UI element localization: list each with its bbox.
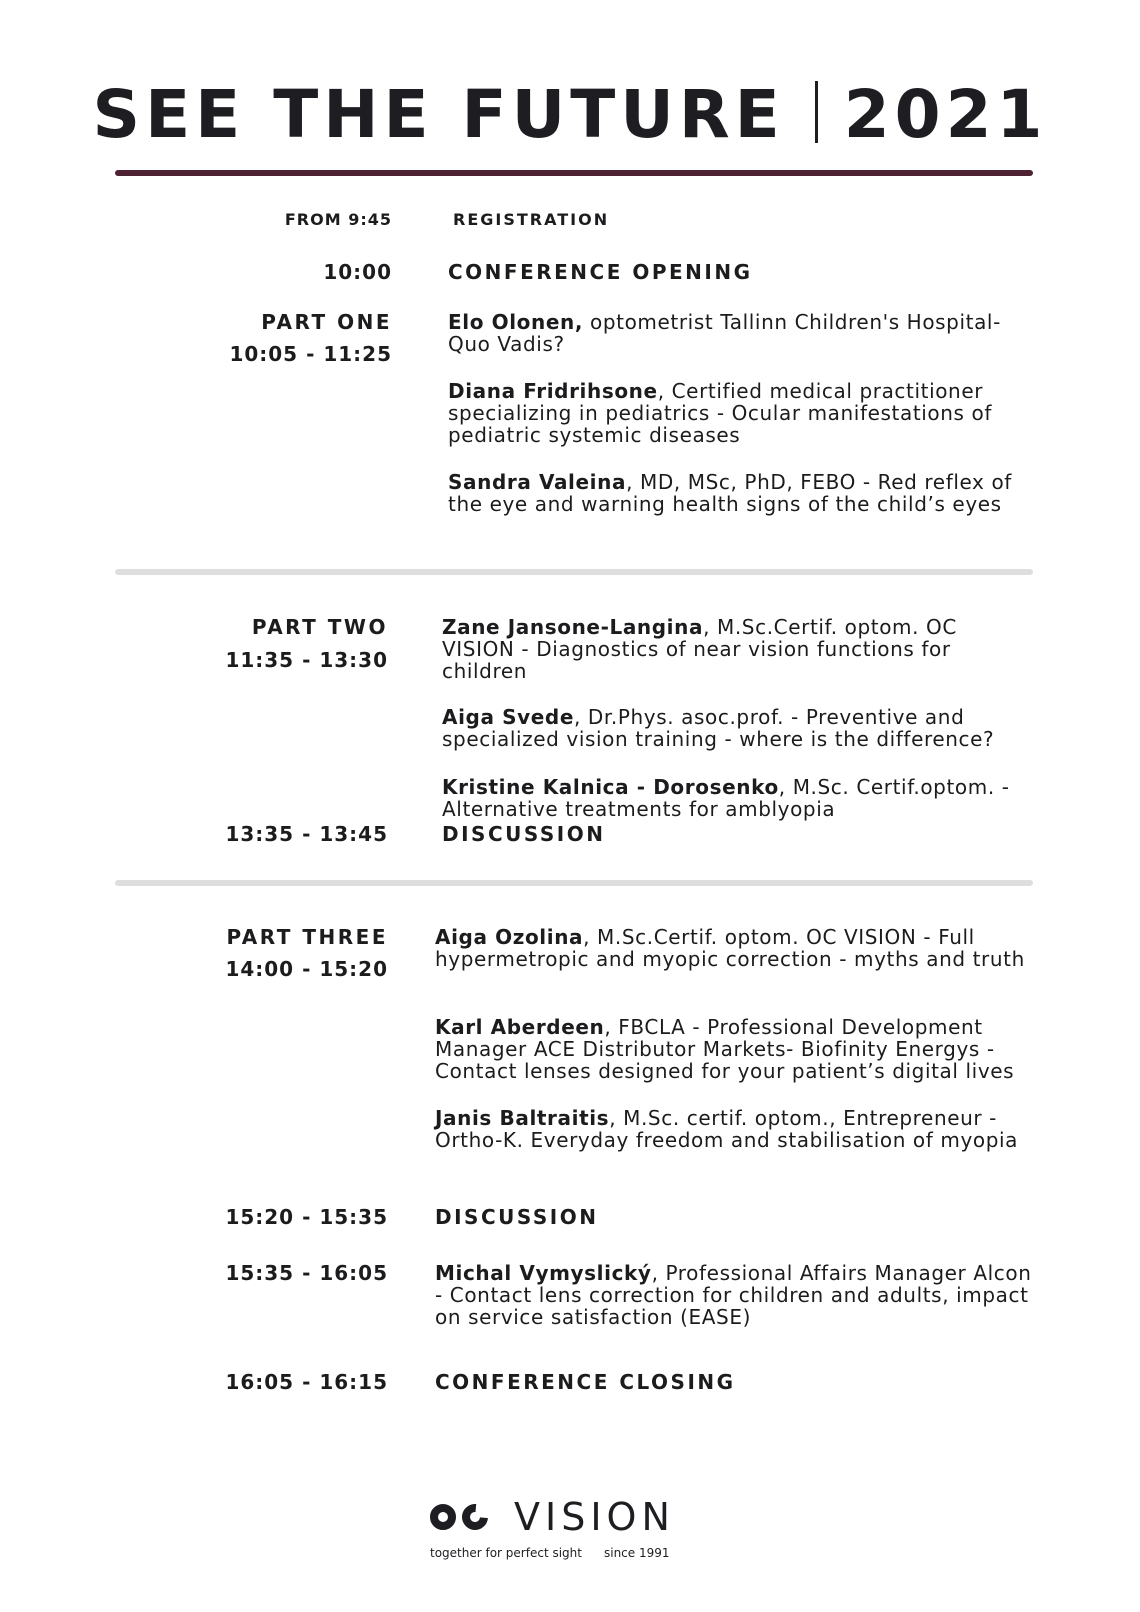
- talk-speaker: Janis Baltraitis: [435, 1106, 610, 1130]
- talk-item: [435, 1016, 1035, 1082]
- section-divider: [115, 569, 1033, 575]
- opening-label: CONFERENCE OPENING: [448, 260, 753, 284]
- header-rule: [115, 170, 1033, 176]
- talk-speaker: Aiga Svede: [442, 705, 574, 729]
- part-three-title: PART THREE: [226, 925, 388, 949]
- talk-details: , M.Sc. Certif.optom. - Alternative treatments for amblyopia: [442, 775, 1010, 821]
- part-two-time: 11:35 - 13:30: [225, 648, 388, 672]
- registration-label: REGISTRATION: [453, 210, 610, 229]
- closing-time: 16:05 - 16:15: [225, 1370, 388, 1394]
- registration-time: FROM 9:45: [284, 210, 392, 229]
- talk-item: [442, 706, 1032, 750]
- tagline-text: together for perfect sight: [430, 1546, 582, 1560]
- title-text: SEE THE FUTURE: [92, 76, 785, 153]
- since-text: since 1991: [603, 1546, 670, 1560]
- talk-item: [448, 380, 1028, 446]
- logo-c-icon: [457, 1499, 494, 1536]
- talk-speaker: Diana Fridrihsone: [448, 379, 658, 403]
- talk-item: [448, 471, 1028, 515]
- logo-wordmark: VISION: [514, 1495, 675, 1539]
- talk-details: , M.Sc.Certif. optom. OC VISION - Full hypermetropic and myopic correction - myths and truth: [435, 925, 1025, 971]
- part-one-time: 10:05 - 11:25: [229, 342, 392, 366]
- talk-item: [435, 1107, 1035, 1151]
- talk-speaker: Elo Olonen,: [448, 310, 584, 334]
- page-title: [0, 76, 1140, 153]
- oc-vision-logo: [430, 1494, 690, 1560]
- discussion-label: DISCUSSION: [435, 1205, 599, 1229]
- talk-speaker: Karl Aberdeen: [435, 1015, 605, 1039]
- talk-speaker: Zane Jansone-Langina: [442, 615, 704, 639]
- talk-speaker: Aiga Ozolina: [435, 925, 584, 949]
- talk-details: , Professional Affairs Manager Alcon - Contact lens correction for children and adults, impact on service satisfaction (EASE): [435, 1261, 1032, 1329]
- talk-details: , Dr.Phys. asoc.prof. - Preventive and specialized vision training - where is the difference?: [442, 705, 995, 751]
- logo-o-icon: [430, 1504, 456, 1530]
- part-one-title: PART ONE: [261, 310, 392, 334]
- closing-label: CONFERENCE CLOSING: [435, 1370, 736, 1394]
- talk-item: [442, 616, 1032, 682]
- talk-item: [448, 311, 1028, 355]
- talk-item: [435, 926, 1035, 970]
- talk-details: , M.Sc. certif. optom., Entrepreneur - Ortho-K. Everyday freedom and stabilisation of myopia: [435, 1106, 1019, 1152]
- talk-details: , MD, MSc, PhD, FEBO - Red reflex of the eye and warning health signs of the child’s eyes: [448, 470, 1012, 516]
- talk-item: [435, 1262, 1035, 1328]
- talk-speaker: Kristine Kalnica - Dorosenko: [442, 775, 779, 799]
- talk-details: , FBCLA - Professional Development Manager ACE Distributor Markets- Biofinity Energys - Contact lenses designed for your patient’s digital lives: [435, 1015, 1015, 1083]
- talk-item: [442, 776, 1032, 820]
- logo-tagline: [430, 1546, 690, 1560]
- talk-details: , M.Sc.Certif. optom. OC VISION - Diagnostics of near vision functions for children: [442, 615, 957, 683]
- talk-details: optometrist Tallinn Children's Hospital- Quo Vadis?: [448, 310, 1001, 356]
- section-divider: [115, 880, 1033, 886]
- opening-time: 10:00: [323, 260, 392, 284]
- talk-time: 15:35 - 16:05: [225, 1261, 388, 1285]
- talk-speaker: Sandra Valeina: [448, 470, 627, 494]
- part-three-time: 14:00 - 15:20: [225, 957, 388, 981]
- title-divider: [815, 81, 818, 143]
- title-year: 2021: [843, 76, 1048, 153]
- part-two-title: PART TWO: [251, 615, 388, 639]
- talk-speaker: Michal Vymyslický: [435, 1261, 652, 1285]
- discussion-label: DISCUSSION: [442, 822, 606, 846]
- discussion-time: 13:35 - 13:45: [225, 822, 388, 846]
- discussion-time: 15:20 - 15:35: [225, 1205, 388, 1229]
- talk-details: , Certified medical practitioner specializing in pediatrics - Ocular manifestations of pediatric systemic diseases: [448, 379, 992, 447]
